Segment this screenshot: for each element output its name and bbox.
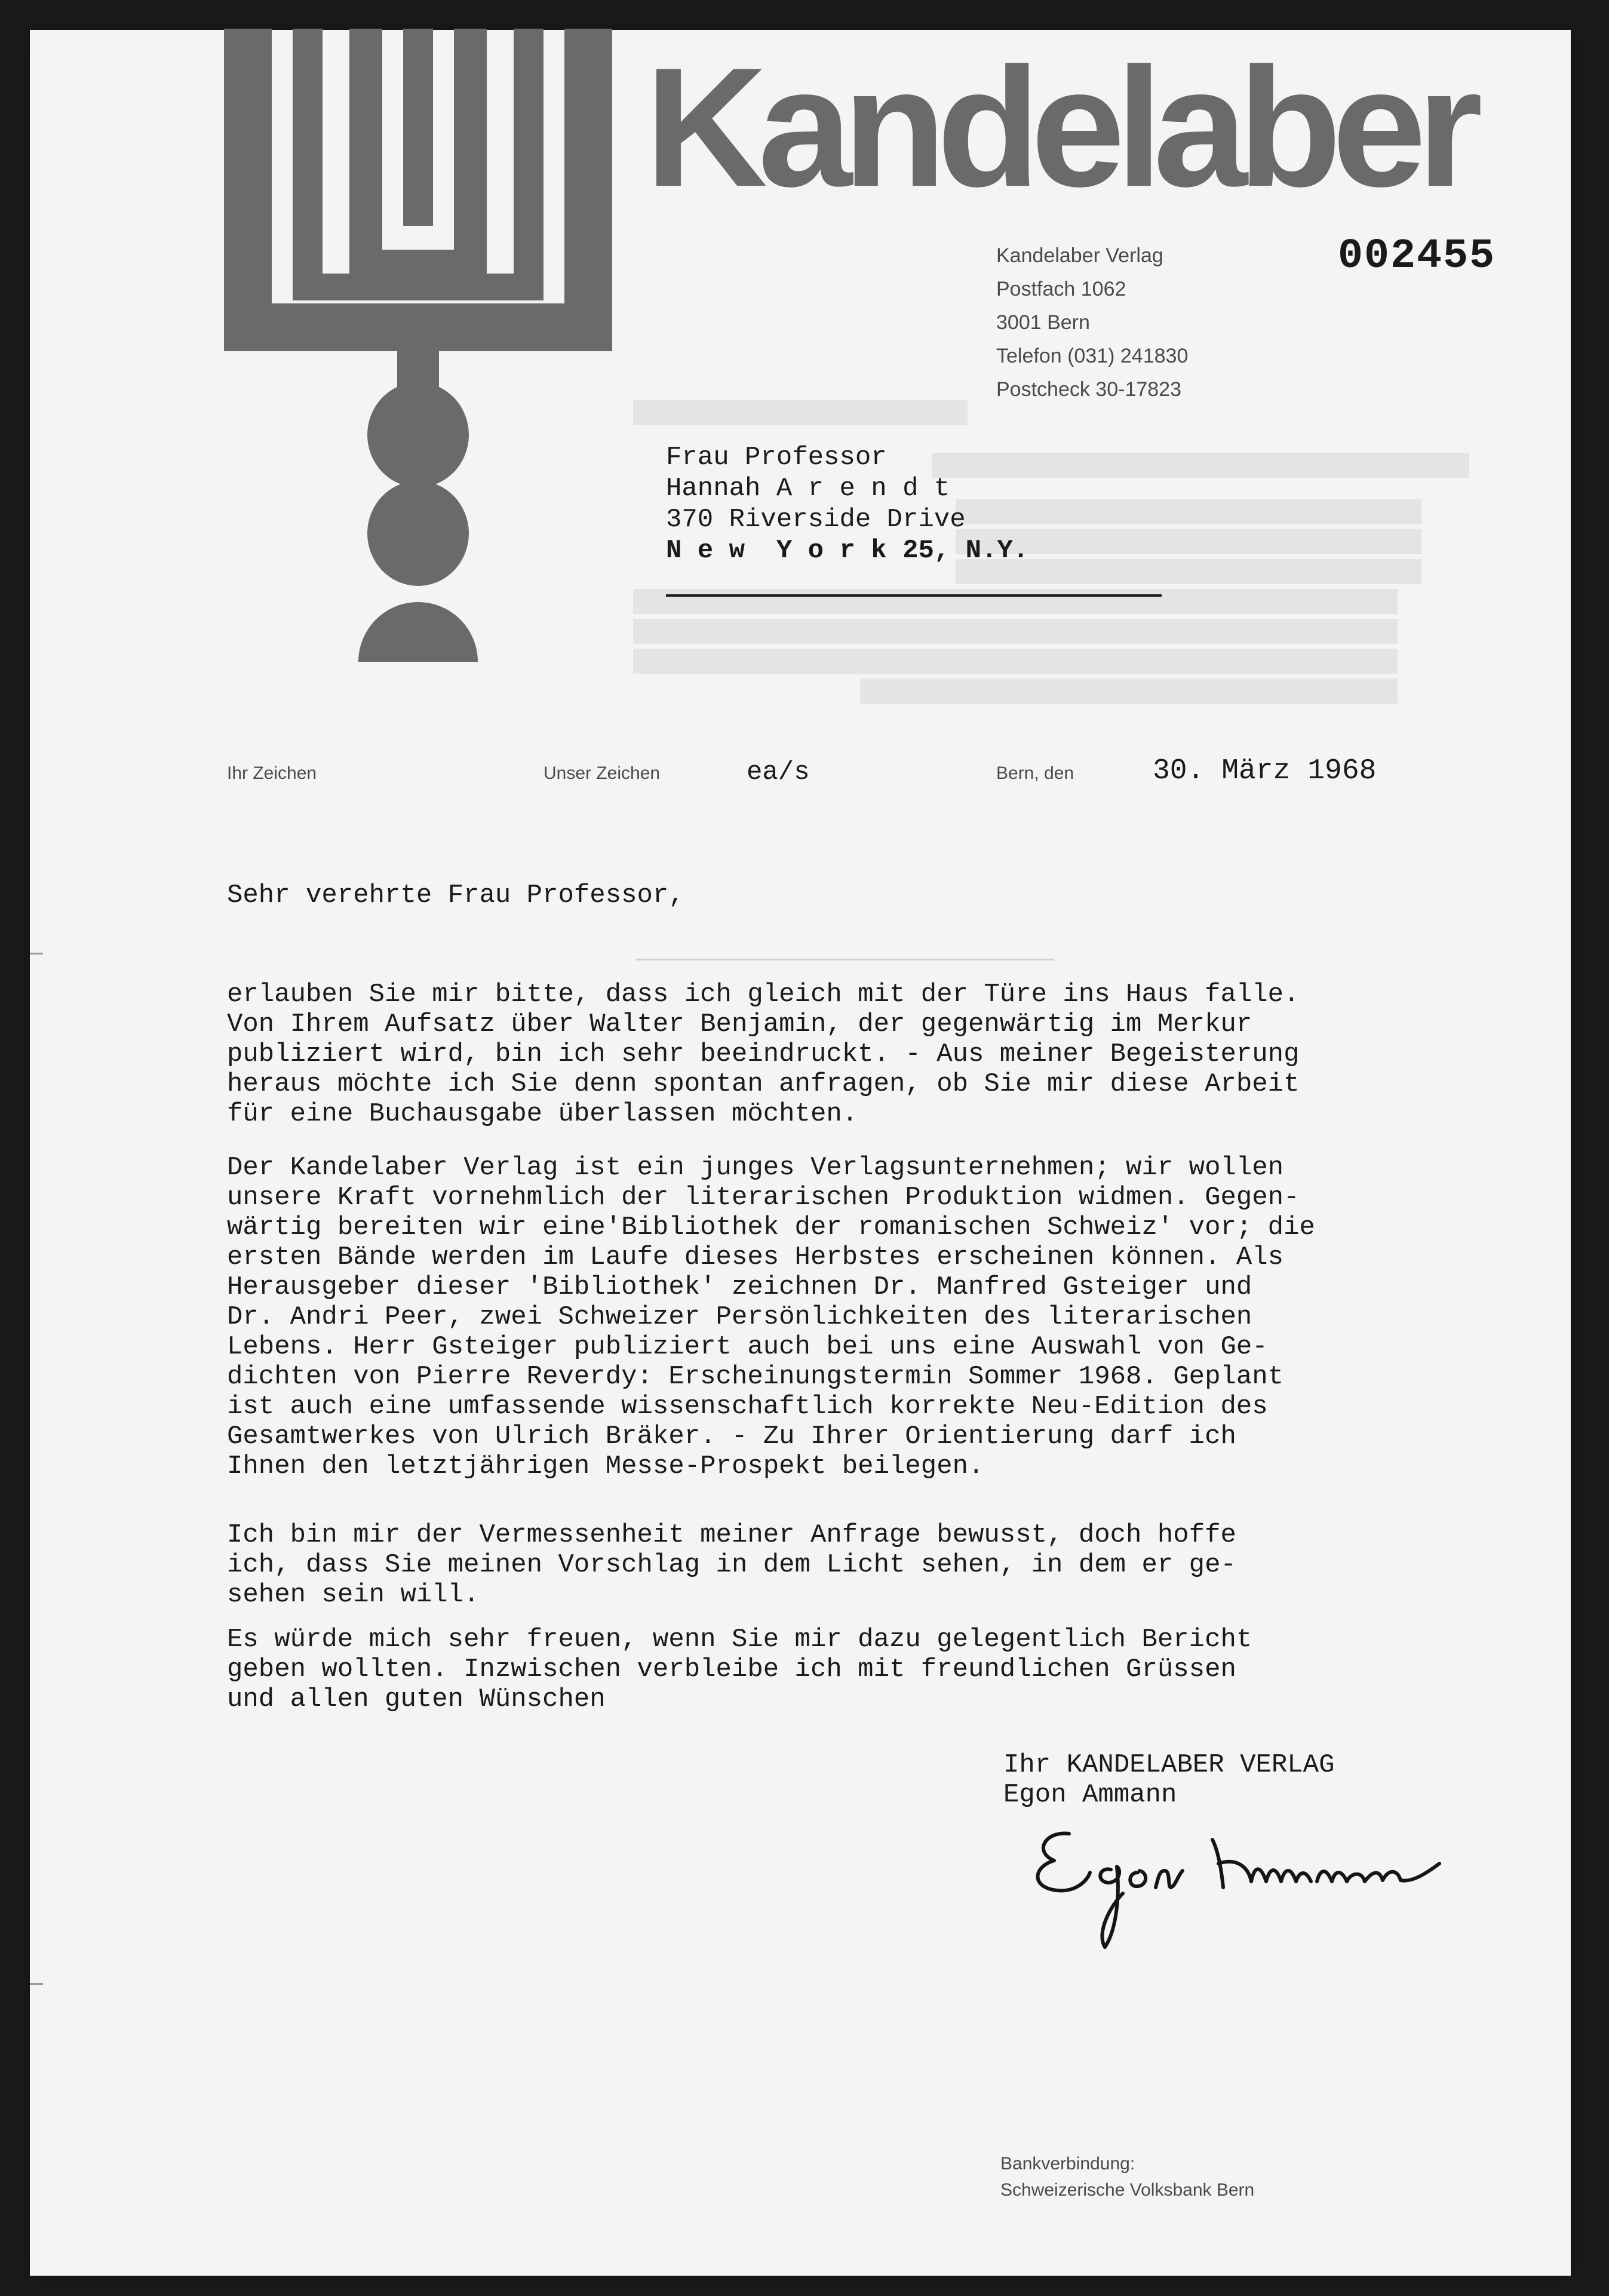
place-label: Bern, den bbox=[996, 763, 1074, 783]
salutation: Sehr verehrte Frau Professor, bbox=[227, 880, 684, 910]
letter-date: 30. März 1968 bbox=[1153, 755, 1377, 787]
serial-number: 002455 bbox=[1338, 233, 1496, 280]
address-line-city: 3001 Bern bbox=[996, 311, 1090, 334]
candelabrum-logo-icon bbox=[224, 29, 642, 686]
address-line-phone: Telefon (031) 241830 bbox=[996, 345, 1189, 367]
body-paragraph-4: Es würde mich sehr freuen, wenn Sie mir dazu gelegentlich Bericht geben wollten. Inzwischen verbleibe ich mit freundlichen Grüssen und allen guten Wünschen bbox=[227, 1625, 1252, 1714]
closing-company: Ihr KANDELABER VERLAG bbox=[1003, 1750, 1335, 1780]
show-through-rule bbox=[636, 959, 1054, 960]
margin-tick bbox=[30, 1983, 43, 1985]
ihr-zeichen-label: Ihr Zeichen bbox=[227, 763, 317, 783]
unser-zeichen-label: Unser Zeichen bbox=[544, 763, 661, 783]
footer-label: Bankverbindung: bbox=[1000, 2154, 1135, 2174]
address-line-postfach: Postfach 1062 bbox=[996, 278, 1126, 300]
body-paragraph-1: erlauben Sie mir bitte, dass ich gleich mit der Türe ins Haus falle. Von Ihrem Aufsatz über Walter Benjamin, der gegenwärtig im Merkur publiziert wird, bin ich sehr beeindruckt. - Aus meiner Begeisterung heraus möchte ich Sie denn spontan anfragen, ob Sie mir diese Arbeit für eine Buchausgabe überlassen möchten. bbox=[227, 980, 1300, 1129]
body-paragraph-2: Der Kandelaber Verlag ist ein junges Verlagsunternehmen; wir wollen unsere Kraft vornehmlich der literarischen Produktion widmen. Gegen- wärtig bereiten wir eine'Bibliothek der romanischen Schweiz' vor; die ersten Bände werden im Laufe dieses Herbstes erscheinen können. Als Herausgeber dieser 'Bibliothek' zeichnen Dr. Manfred Gsteiger und Dr. Andri Peer, zwei Schweizer Persönlichkeiten des literarischen Lebens. Herr Gsteiger publiziert auch bei uns eine Auswahl von Ge- dichten von Pierre Reverdy: Erscheinungstermin Sommer 1968. Geplant ist auch eine umfassende wissenschaftlich korrekte Neu-Edition des Gesamtwerkes von Ulrich Bräker. - Zu Ihrer Orientierung darf ich Ihnen den letztjährigen Messe-Prospekt beilegen. bbox=[227, 1153, 1315, 1481]
recipient-address bbox=[666, 442, 1028, 566]
letter-page bbox=[30, 30, 1571, 2276]
address-line-postcheck: Postcheck 30-17823 bbox=[996, 378, 1181, 401]
publisher-address bbox=[996, 239, 1188, 406]
address-line-name: Kandelaber Verlag bbox=[996, 244, 1163, 267]
margin-tick bbox=[30, 953, 43, 954]
recipient-line-city: N e w Y o r k 25, N.Y. bbox=[666, 536, 1029, 566]
body-paragraph-3: Ich bin mir der Vermessenheit meiner Anfrage bewusst, doch hoffe ich, dass Sie meinen Vorschlag in dem Licht sehen, in dem er ge- sehen sein will. bbox=[227, 1520, 1236, 1610]
handwritten-signature bbox=[1021, 1816, 1475, 1959]
recipient-line-street: 370 Riverside Drive bbox=[666, 505, 966, 535]
brand-wordmark: Kandelaber bbox=[645, 33, 1473, 222]
address-underline bbox=[666, 594, 1162, 597]
unser-zeichen-value: ea/s bbox=[747, 757, 810, 787]
recipient-line-name: Hannah A r e n d t bbox=[666, 474, 950, 504]
recipient-line-title: Frau Professor bbox=[666, 443, 887, 472]
closing-name: Egon Ammann bbox=[1003, 1780, 1177, 1810]
footer-bank: Schweizerische Volksbank Bern bbox=[1000, 2180, 1255, 2200]
